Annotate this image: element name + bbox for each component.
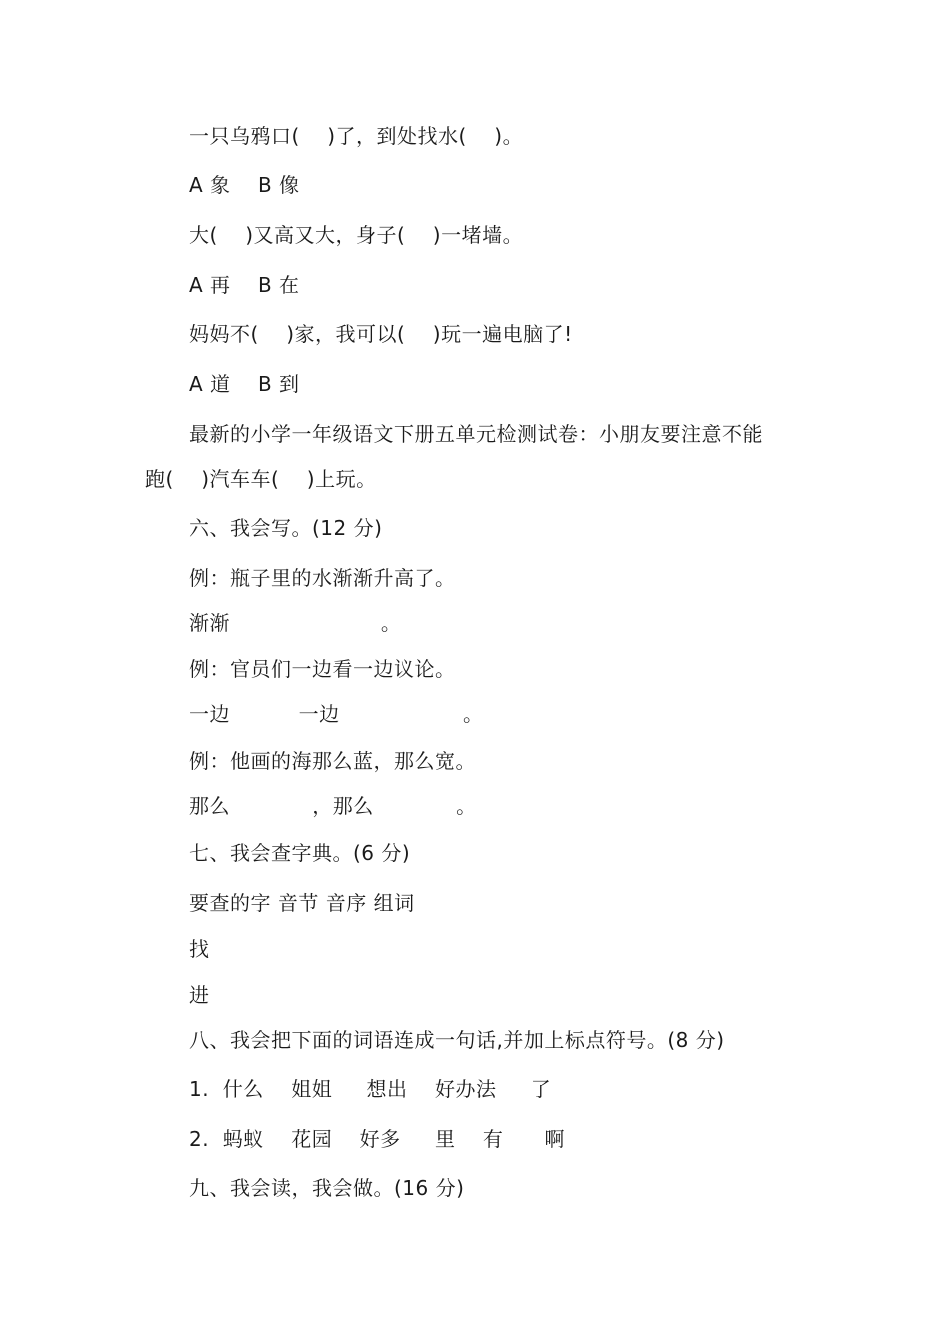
dictionary-row-jin: 进 xyxy=(189,983,210,1007)
options-dao: A 道 B 到 xyxy=(189,372,300,396)
exercise-jianjian: 渐渐 。 xyxy=(189,611,402,635)
sentence-item-2: 2. 蚂蚁 花园 好多 里 有 啊 xyxy=(189,1127,566,1151)
example-name: 例：他画的海那么蓝，那么宽。 xyxy=(189,749,476,773)
sentence-item-1: 1. 什么 姐姐 想出 好办法 了 xyxy=(189,1077,552,1101)
exercise-name: 那么 ，那么 。 xyxy=(189,794,477,818)
question-test-title-line1: 最新的小学一年级语文下册五单元检测试卷：小朋友要注意不能 xyxy=(189,422,763,446)
example-jianjian: 例：瓶子里的水渐渐升高了。 xyxy=(189,566,456,590)
question-crow-thirsty: 一只乌鸦口( )了，到处找水( )。 xyxy=(189,124,524,148)
dictionary-table-header: 要查的字 音节 音序 组词 xyxy=(189,891,415,915)
options-xiang: A 象 B 像 xyxy=(189,173,300,197)
options-zai: A 再 B 在 xyxy=(189,273,300,297)
question-elephant: 大( )又高又大，身子( )一堵墙。 xyxy=(189,223,524,247)
exercise-yibian: 一边 一边 。 xyxy=(189,702,484,726)
section-nine-heading: 九、我会读，我会做。(16 分) xyxy=(189,1176,465,1200)
dictionary-row-zhao: 找 xyxy=(189,937,210,961)
question-mom-home: 妈妈不( )家，我可以( )玩一遍电脑了! xyxy=(189,322,573,346)
section-eight-heading: 八、我会把下面的词语连成一句话,并加上标点符号。(8 分) xyxy=(189,1028,725,1052)
question-test-title-line2: 跑( )汽车车( )上玩。 xyxy=(145,467,377,491)
section-six-heading: 六、我会写。(12 分) xyxy=(189,516,383,540)
section-seven-heading: 七、我会查字典。(6 分) xyxy=(189,841,411,865)
example-yibian: 例：官员们一边看一边议论。 xyxy=(189,657,456,681)
